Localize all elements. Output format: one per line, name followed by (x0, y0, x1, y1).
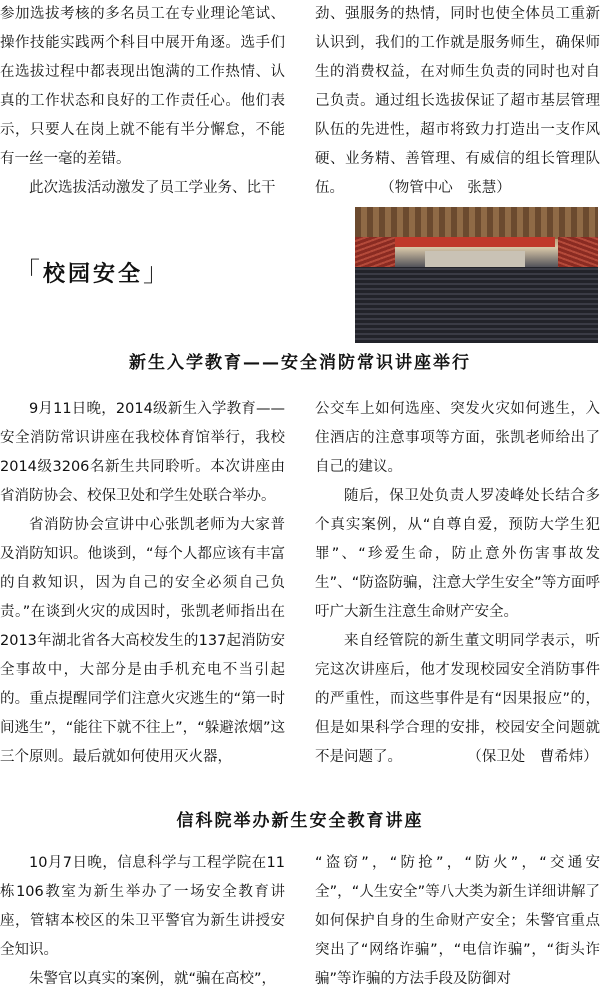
paragraph: 参加选拔考核的多名员工在专业理论笔试、操作技能实践两个科目中展开角逐。选手们在选拔过程中都表现出饱满的工作热情、认真的工作状态和良好的工作责任心。他们表示，只要人在岗上就不能有半分懈怠，不能有一丝一毫的差错。 (0, 6, 285, 167)
byline: （保卫处 曹希炜） (467, 749, 598, 765)
article2-right-column (315, 849, 600, 994)
section-title: 校园安全 (43, 262, 144, 287)
article1-right-column (315, 395, 600, 772)
paragraph: 10月7日晚，信息科学与工程学院在11栋106教室为新生举办了一场安全教育讲座，管辖本校区的朱卫平警官为新生讲授安全知识。 (0, 855, 285, 958)
byline: （物管中心 张慧） (380, 180, 511, 196)
paragraph-text: 劲、强服务的热情，同时也使全体员工重新认识到，我们的工作就是服务师生，确保师生的消费权益，在对师生负责的同时也对自己负责。通过组长选拔保证了超市基层管理队伍的先进性，超市将致力打造出一支作风硬、业务精、善管理、有威信的组长管理队伍。 (315, 6, 600, 196)
photo-ceiling (355, 207, 598, 239)
top-left-column (0, 0, 285, 203)
article-headline: 信科院举办新生安全教育讲座 (176, 811, 424, 831)
article2-left-column (0, 849, 285, 994)
paragraph: 公交车上如何选座、突发火灾如何逃生，入住酒店的注意事项等方面，张凯老师给出了自己的建议。 (315, 401, 600, 475)
section-tag (14, 252, 184, 289)
photo-banner (395, 237, 555, 247)
section-bracket-open: 「 (14, 258, 44, 288)
paragraph: 省消防协会宣讲中心张凯老师为大家普及消防知识。他谈到，“每个人都应该有丰富的自救知识，因为自己的安全必须自己负责。”在谈到火灾的成因时，张凯老师指出在2013年湖北省各大高校发生的137起消防安全事故中，大部分是由手机充电不当引起的。重点提醒同学们注意火灾逃生的“第一时间逃生”，“能往下就不往上”，“躲避浓烟”这三个原则。最后就如何使用灭火器， (0, 517, 285, 765)
paragraph: “盗窃”，“防抢”，“防火”，“交通安全”，“人生安全”等八大类为新生详细讲解了如何保护自身的生命财产安全；朱警官重点突出了“网络诈骗”，“电信诈骗”，“街头诈骗”等诈骗的方法手段及防御对 (315, 855, 600, 987)
paragraph (315, 0, 600, 203)
paragraph: 9月11日晚，2014级新生入学教育——安全消防常识讲座在我校体育馆举行，我校2014级3206名新生共同聆听。本次讲座由省消防协会、校保卫处和学生处联合举办。 (0, 401, 285, 504)
section-bracket-close: 」 (143, 258, 173, 288)
paragraph: 此次选拔活动激发了员工学业务、比干 (29, 180, 276, 196)
paragraph: 随后，保卫处负责人罗凌峰处长结合多个真实案例，从“自尊自爱，预防大学生犯罪”、“珍爱生命，防止意外伤害事故发生”、“防盗防骗，注意大学生安全”等方面呼吁广大新生注意生命财产安全。 (315, 488, 600, 620)
paragraph: 朱警官以真实的案例，就“骗在高校”， (29, 971, 277, 987)
article1-left-column (0, 395, 285, 772)
top-right-column (315, 0, 600, 203)
paragraph-text: 来自经管院的新生董文明同学表示，听完这次讲座后，他才发现校园安全消防事件的严重性，而这些事件是有“因果报应”的，但是如果科学合理的安排，校园安全问题就不是问题了。 (315, 633, 600, 765)
lecture-hall-photo (355, 207, 598, 343)
photo-crowd (355, 267, 598, 343)
article-headline: 新生入学教育——安全消防常识讲座举行 (129, 353, 471, 373)
paragraph (315, 627, 600, 772)
